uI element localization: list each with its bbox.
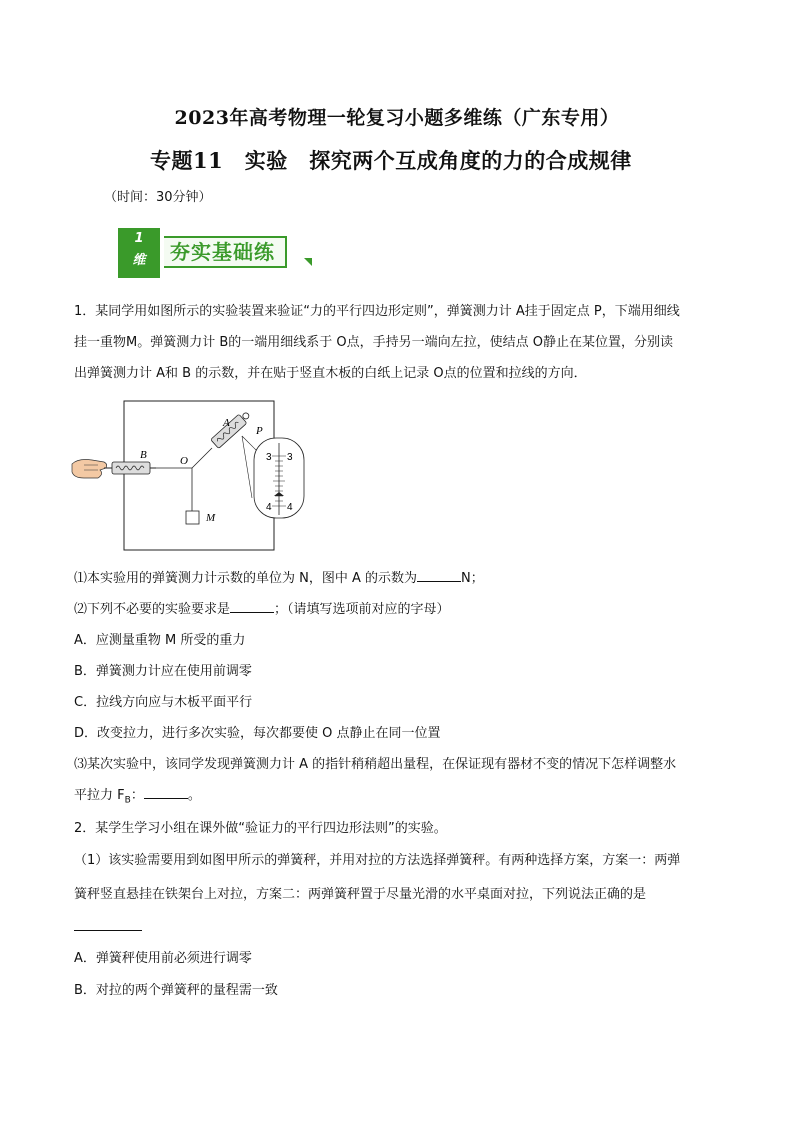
q1-option-d: D．改变拉力，进行多次实验，每次都要使 O 点静止在同一位置	[74, 726, 441, 741]
q1-option-c: C．拉线方向应与木板平面平行	[74, 695, 253, 710]
scale-label-4-right: 4	[287, 502, 293, 513]
q1-sub1-unit: N；	[461, 571, 484, 586]
label-m: M	[206, 512, 216, 524]
banner-number: 1	[134, 231, 144, 246]
q1-sub2-blank[interactable]	[230, 598, 274, 613]
q1-sub3-line2	[74, 781, 724, 816]
banner-unit: 维	[132, 253, 146, 268]
q1-stem-line3: 出弹簧测力计 A和 B 的示数，并在贴于竖直木板的白纸上记录 O点的位置和拉线的方向．	[74, 366, 587, 381]
q1-sub2	[74, 595, 724, 626]
q2-sub1-line1: （1）该实验需要用到如图甲所示的弹簧秤，并用对拉的方法选择弹簧秤。有两种选择方案，方案一：两弹	[74, 853, 681, 868]
banner-number-block	[118, 228, 160, 278]
q2-option-b: B．对拉的两个弹簧秤的量程需一致	[74, 983, 278, 998]
section-banner	[118, 228, 318, 278]
q2-option-a: A．弹簧秤使用前必须进行调零	[74, 951, 252, 966]
experiment-figure	[70, 398, 293, 553]
scale-label-4-left: 4	[266, 502, 272, 513]
q1-sub3-period: 。	[187, 788, 201, 803]
magnified-scale	[254, 438, 304, 518]
q1-option-a: A．应测量重物 M 所受的重力	[74, 633, 246, 648]
q1-stem-line2: 挂一重物M。弹簧测力计 B的一端用细线系于 O点，手持另一端向左拉，使结点 O静止在某位置，分别读	[74, 335, 673, 350]
q1-sub2-hint: ；（请填写选项前对应的字母）	[274, 602, 450, 617]
time-limit: （时间：30分钟）	[104, 190, 212, 205]
weight-m	[186, 511, 199, 524]
scale-label-3-left: 3	[266, 452, 272, 463]
spring-scale-b	[104, 462, 156, 474]
q2-sub1-blank[interactable]	[74, 930, 142, 931]
hand-icon	[72, 460, 107, 479]
q2-sub1-line2: 簧秤竖直悬挂在铁架台上对拉，方案二：两弹簧秤置于尽量光滑的水平桌面对拉，下列说法正确的是	[74, 887, 647, 902]
q1-sub1-blank[interactable]	[417, 567, 461, 582]
q1-sub1	[74, 564, 724, 595]
q1-sub3-blank[interactable]	[144, 784, 188, 799]
q1-sub3-text: 平拉力 F	[74, 788, 125, 803]
q1-sub2-text: ⑵下列不必要的实验要求是	[74, 602, 231, 617]
document-subtitle: 专题11 实验 探究两个互成角度的力的合成规律	[150, 148, 632, 173]
banner-corner-mark	[304, 258, 312, 266]
label-b: B	[140, 449, 147, 461]
label-p: P	[256, 425, 263, 437]
q1-sub3-subscript: B	[124, 795, 131, 806]
wooden-board	[124, 401, 274, 550]
banner-label: 夯实基础练	[164, 236, 287, 268]
label-o: O	[180, 455, 188, 467]
scale-label-3-right: 3	[287, 452, 293, 463]
q1-stem-line1: 1．某同学用如图所示的实验装置来验证“力的平行四边形定则”，弹簧测力计 A挂于固定点 P，下端用细线	[74, 304, 680, 319]
document-title: 2023年高考物理一轮复习小题多维练（广东专用）	[174, 107, 620, 129]
q1-sub1-text: ⑴本实验用的弹簧测力计示数的单位为 N，图中 A 的示数为	[74, 571, 418, 586]
q2-stem: 2．某学生学习小组在课外做“验证力的平行四边形法则”的实验。	[74, 821, 447, 836]
q1-option-b: B．弹簧测力计应在使用前调零	[74, 664, 252, 679]
q1-sub3-line1: ⑶某次实验中，该同学发现弹簧测力计 A 的指针稍稍超出量程，在保证现有器材不变的情况下怎样调整水	[74, 757, 677, 772]
label-a: A	[223, 417, 230, 429]
q1-sub3-colon: ：	[130, 788, 144, 803]
